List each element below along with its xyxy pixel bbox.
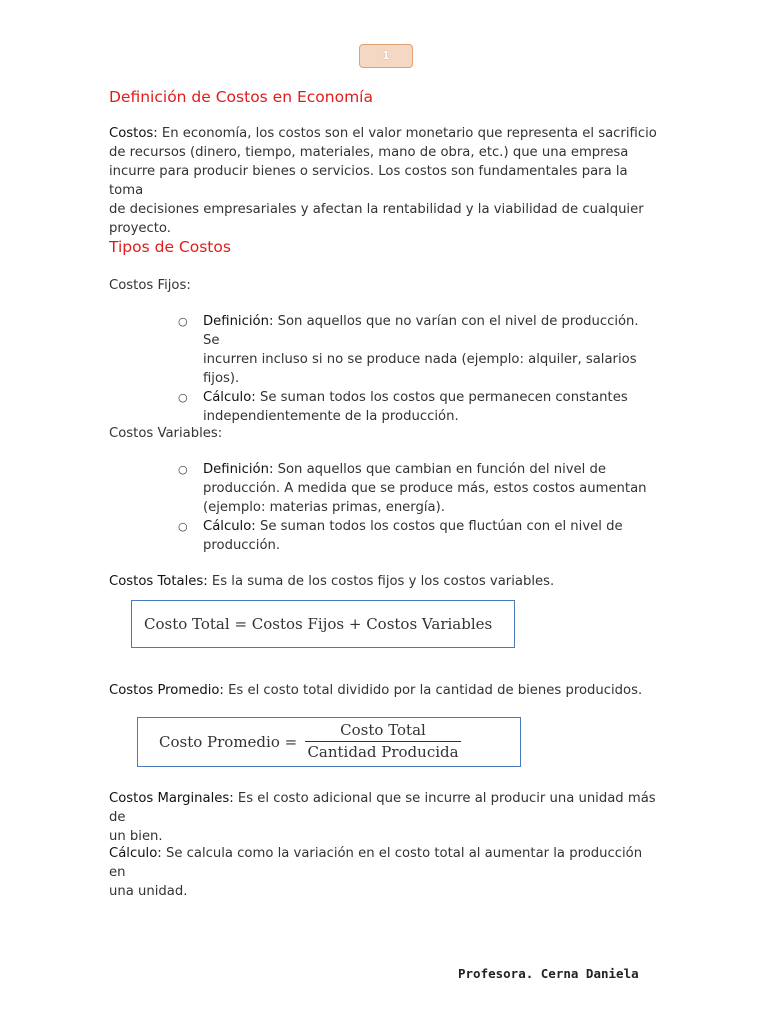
bullet-text: Son aquellos que no varían con el nivel de producción. Se [203, 314, 639, 348]
intro-line: incurre para producir bienes o servicios. Los costos son fundamentales para la toma [109, 164, 628, 198]
bullet-text: incurren incluso si no se produce nada (ejemplo: alquiler, salarios [203, 352, 637, 367]
list-item [178, 312, 658, 388]
total-costs-paragraph [109, 572, 657, 591]
intro-paragraph [109, 124, 657, 238]
bullet-text: producción. A medida que se produce más, estos costos aumentan [203, 481, 647, 496]
total-cost-formula-box [131, 600, 515, 648]
bullet-text: Se suman todos los costos que permanecen constantes [255, 390, 628, 405]
bullet-text: (ejemplo: materias primas, energía). [203, 500, 445, 515]
circle-bullet-icon: ○ [178, 520, 188, 533]
average-formula-fraction [305, 721, 461, 762]
circle-bullet-icon: ○ [178, 463, 188, 476]
average-cost-formula-box [137, 717, 521, 767]
average-costs-term: Costos Promedio: [109, 683, 224, 698]
bullet-text: producción. [203, 538, 281, 553]
bullet-text: fijos). [203, 371, 240, 386]
intro-line: proyecto. [109, 221, 171, 236]
list-item [178, 517, 658, 555]
total-costs-text: Es la suma de los costos fijos y los costos variables. [207, 574, 555, 589]
fixed-costs-heading: Costos Fijos: [109, 278, 191, 293]
calculation-text: una unidad. [109, 884, 188, 899]
bullet-term: Cálculo: [203, 390, 256, 405]
marginal-costs-text: Es el costo adicional que se incurre al producir una unidad más de [109, 791, 656, 825]
circle-bullet-icon: ○ [178, 391, 188, 404]
variable-costs-heading: Costos Variables: [109, 426, 223, 441]
intro-term: Costos: [109, 126, 158, 141]
bullet-text: Se suman todos los costos que fluctúan con el nivel de [255, 519, 623, 534]
circle-bullet-icon: ○ [178, 315, 188, 328]
bullet-term: Definición: [203, 462, 274, 477]
calculation-term: Cálculo: [109, 846, 162, 861]
types-heading: Tipos de Costos [109, 238, 231, 256]
fraction-denominator: Cantidad Producida [307, 743, 459, 761]
bullet-text: Son aquellos que cambian en función del nivel de [273, 462, 607, 477]
marginal-costs-paragraph [109, 789, 657, 846]
fraction-numerator: Costo Total [340, 721, 426, 739]
total-cost-formula: Costo Total = Costos Fijos + Costos Variables [144, 615, 493, 633]
footer-author: Profesora. Cerna Daniela [458, 966, 639, 981]
total-costs-term: Costos Totales: [109, 574, 208, 589]
list-item [178, 460, 658, 517]
intro-line: de decisiones empresariales y afectan la rentabilidad y la viabilidad de cualquier [109, 202, 644, 217]
marginal-costs-text: un bien. [109, 829, 163, 844]
bullet-term: Cálculo: [203, 519, 256, 534]
marginal-costs-term: Costos Marginales: [109, 791, 234, 806]
average-costs-text: Es el costo total dividido por la cantidad de bienes producidos. [223, 683, 643, 698]
fixed-costs-list [178, 312, 658, 426]
bullet-term: Definición: [203, 314, 274, 329]
average-formula-lhs: Costo Promedio = [159, 733, 298, 751]
bullet-text: independientemente de la producción. [203, 409, 459, 424]
variable-costs-list [178, 460, 658, 555]
page-number-badge: 1 [359, 44, 413, 68]
list-item [178, 388, 658, 426]
intro-line: En economía, los costos son el valor monetario que representa el sacrificio [157, 126, 657, 141]
calculation-text: Se calcula como la variación en el costo total al aumentar la producción en [109, 846, 643, 880]
fraction-bar [305, 741, 461, 742]
average-costs-paragraph [109, 681, 657, 700]
intro-line: de recursos (dinero, tiempo, materiales, mano de obra, etc.) que una empresa [109, 145, 629, 160]
calculation-paragraph [109, 844, 657, 901]
page-title: Definición de Costos en Economía [109, 88, 373, 106]
